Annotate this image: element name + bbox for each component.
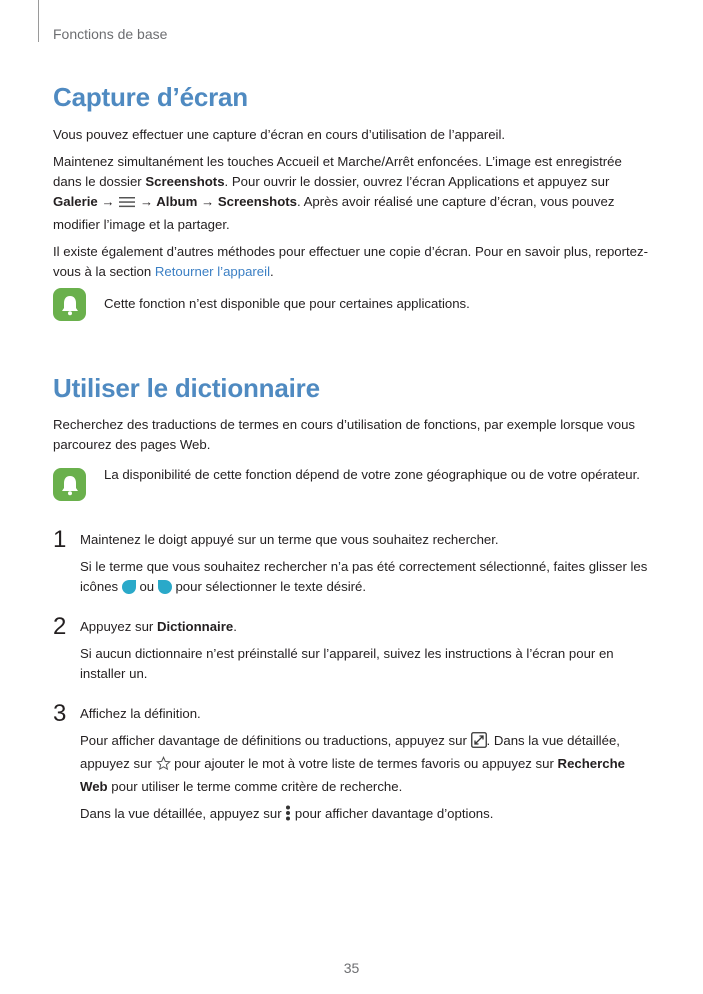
step-sub: Si le terme que vous souhaitez rechercher n’a pas été correctement sélectionné, faites glisser les icônes ou pour sélectionner le texte désiré.: [80, 557, 650, 600]
bell-note-icon: [53, 288, 86, 321]
star-icon: [156, 756, 171, 777]
step-sub-2: Dans la vue détaillée, appuyez sur pour afficher davantage d’options.: [80, 804, 650, 827]
step-body: [80, 617, 650, 684]
dictionary-title: Utiliser le dictionnaire: [53, 373, 320, 403]
step-main: Affichez la définition.: [80, 706, 201, 721]
header-section: Fonctions de base: [53, 26, 168, 42]
capture-p2: Maintenez simultanément les touches Accueil et Marche/Arrêt enfoncées. L’image est enregistrée dans le dossier Screenshots. Pour ouvrir le dossier, ouvrez l’écran Applications et appuyez sur Galerie → → Album → Screenshots. Après avoir réalisé une capture d’écran, vous pouvez modifier l’image et la partager.: [53, 154, 622, 232]
step-sub: Pour afficher davantage de définitions ou traductions, appuyez sur . Dans la vue détaillée, appuyez sur pour ajouter le mot à votre liste de termes favoris ou appuyez sur Recherche Web pour utiliser le terme comme critère de recherche.: [80, 733, 625, 794]
step-number: 3: [53, 700, 67, 727]
dictionary-note-text: La disponibilité de cette fonction dépend de votre zone géographique ou de votre opérateur.: [104, 467, 640, 482]
page-number: 35: [343, 960, 360, 976]
capture-section: [53, 82, 653, 282]
expand-icon: [471, 732, 487, 754]
dictionary-intro: Recherchez des traductions de termes en cours d’utilisation de fonctions, par exemple lorsque vous parcourez des pages Web.: [53, 417, 636, 452]
header-rule: [38, 0, 39, 42]
step-number: 1: [53, 526, 67, 553]
step-sub: Si aucun dictionnaire n’est préinstallé sur l’appareil, suivez les instructions à l’écran pour en installer un.: [80, 646, 614, 681]
step-number: 2: [53, 613, 67, 640]
dictionary-section: [53, 373, 653, 455]
selection-handle-left-icon: [122, 580, 136, 600]
bell-note-icon: [53, 468, 86, 501]
capture-p3: Il existe également d’autres méthodes pour effectuer une copie d’écran. Pour en savoir plus, reportez-vous à la section Retourner l’appareil.: [53, 244, 648, 279]
link-retourner-appareil[interactable]: Retourner l’appareil: [154, 264, 270, 279]
step-main: Appuyez sur Dictionnaire.: [80, 619, 237, 634]
capture-note-text: Cette fonction n’est disponible que pour certaines applications.: [104, 296, 470, 311]
step-main: Maintenez le doigt appuyé sur un terme que vous souhaitez rechercher.: [80, 532, 499, 547]
capture-title: Capture d’écran: [53, 82, 248, 112]
selection-handle-right-icon: [158, 580, 172, 600]
step-body: [80, 530, 650, 600]
menu-icon: [118, 195, 136, 215]
step-body: [80, 704, 650, 827]
capture-p1: Vous pouvez effectuer une capture d’écran en cours d’utilisation de l’appareil.: [53, 127, 506, 142]
